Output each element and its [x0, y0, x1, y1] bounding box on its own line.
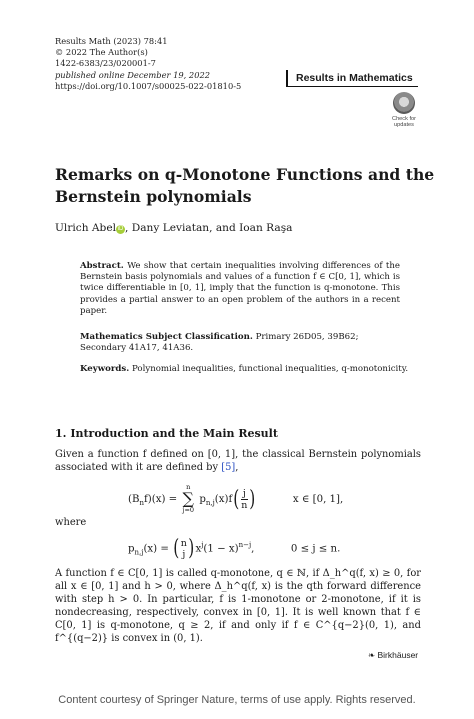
keywords: [80, 364, 410, 375]
msc-text: Primary 26D05, 39B62; Secondary 41A17, 41A36.: [80, 332, 359, 354]
eq2-eq: (x) =: [143, 543, 169, 555]
check-updates-label-1: Check for: [392, 116, 416, 122]
equation-bernstein: [128, 484, 343, 514]
author-list: [55, 222, 292, 234]
where-text: where: [55, 517, 87, 528]
eq1-term-b: (x)f: [214, 494, 233, 505]
frac-num: j: [242, 487, 246, 499]
check-updates-icon: [393, 92, 415, 114]
publisher-name: Birkhäuser: [377, 650, 419, 660]
msc-label: Mathematics Subject Classification.: [80, 332, 253, 342]
fraction: [241, 488, 248, 511]
meta-citation: Results Math (2023) 78:41: [55, 36, 168, 46]
eq2-p-sub: n,j: [134, 548, 144, 557]
summation: [182, 484, 194, 514]
abstract-label: Abstract.: [80, 261, 124, 271]
abstract: [80, 261, 400, 317]
keywords-label: Keywords.: [80, 364, 130, 374]
sum-upper: n: [186, 483, 191, 491]
eq2-sup-nj: n−j: [238, 541, 252, 550]
paragraph-q-monotone: A function f ∈ C[0, 1] is called q-monotone, q ∈ ℕ, if Δ_h^q(f, x) ≥ 0, for all x ∈ [0, 1] and h > 0, where Δ_h^q(f, x) is the qth forward difference with step h > 0. In particular, f is 1-monotone or 2-monotone, if it is nondecreasing, respectively, convex in [0, 1]. It is well known that f ∈ C[0, 1] is q-monotone, q ≥ 2, if and only if f ∈ C^{q−2}(0, 1), and f^{(q−2)} is convex in (0, 1).: [55, 568, 421, 645]
abstract-text: We show that certain inequalities involving differences of the Bernstein basis polynomials and values of a function f ∈ C[0, 1], which is twice differentiable in [0, 1], imply that the function is q-monotone. This provides a partial answer to an open problem of the authors in a recent paper.: [80, 261, 400, 316]
eq2-condition: 0 ≤ j ≤ n.: [290, 543, 341, 555]
binom-right-paren: ): [188, 536, 195, 561]
meta-copyright: © 2022 The Author(s): [55, 47, 148, 58]
para1-text-b: ,: [235, 462, 239, 474]
paragraph-intro: [55, 448, 421, 474]
eq1-lhs: (B: [128, 494, 140, 505]
citation-link[interactable]: [5]: [221, 462, 236, 474]
eq1-p: p: [199, 494, 206, 505]
eq2-one-minus-x: (1 − x): [203, 543, 239, 555]
para1-text-a: Given a function f defined on [0, 1], the classical Bernstein polynomials associated with it are defined by: [55, 449, 421, 474]
keywords-text: Polynomial inequalities, functional inequalities, q-monotonicity.: [131, 364, 409, 374]
eq2-comma: ,: [251, 543, 255, 555]
author-abel: Ulrich Abel: [55, 222, 116, 234]
binom-bottom: j: [182, 548, 186, 560]
section-heading: 1. Introduction and the Main Result: [55, 427, 278, 440]
meta-doi-link[interactable]: https://doi.org/10.1007/s00025-022-01810-5: [55, 80, 242, 91]
authors-rest: , Dany Leviatan, and Ioan Raşa: [124, 222, 293, 234]
orcid-icon[interactable]: iD: [117, 226, 124, 232]
eq2-p: p: [128, 543, 135, 555]
binom-top: n: [180, 537, 187, 549]
eq1-mid: f)(x) =: [143, 494, 178, 505]
courtesy-notice: Content courtesy of Springer Nature, terms of use apply. Rights reserved.: [58, 694, 416, 706]
eq2-x: x: [195, 543, 202, 555]
eq1-p-sub: n,j: [205, 499, 215, 508]
msc-classification: [80, 332, 400, 354]
sum-symbol: ∑: [182, 489, 194, 508]
article-title: Remarks on q-Monotone Functions and the Bernstein polynomials: [55, 165, 435, 206]
left-paren: (: [233, 486, 240, 512]
equation-basis: [128, 536, 340, 561]
eq2-sup-j: j: [201, 541, 204, 550]
meta-published: published online December 19, 2022: [55, 69, 211, 80]
publisher-logo: [368, 650, 418, 661]
eq1-sub-n: n: [139, 499, 144, 508]
article-meta: [55, 36, 241, 92]
frac-den: n: [241, 499, 248, 511]
journal-name: Results in Mathematics: [286, 70, 418, 87]
eq1-condition: x ∈ [0, 1],: [292, 494, 344, 505]
right-paren: ): [249, 486, 256, 512]
birkhauser-icon: ❧: [368, 650, 376, 660]
check-updates-label-2: updates: [394, 122, 414, 128]
sum-lower: j=0: [182, 506, 195, 514]
check-for-updates-button[interactable]: [386, 92, 422, 126]
meta-issn: 1422-6383/23/020001-7: [55, 58, 156, 69]
binom-left-paren: (: [173, 536, 180, 561]
binomial: [181, 538, 187, 560]
